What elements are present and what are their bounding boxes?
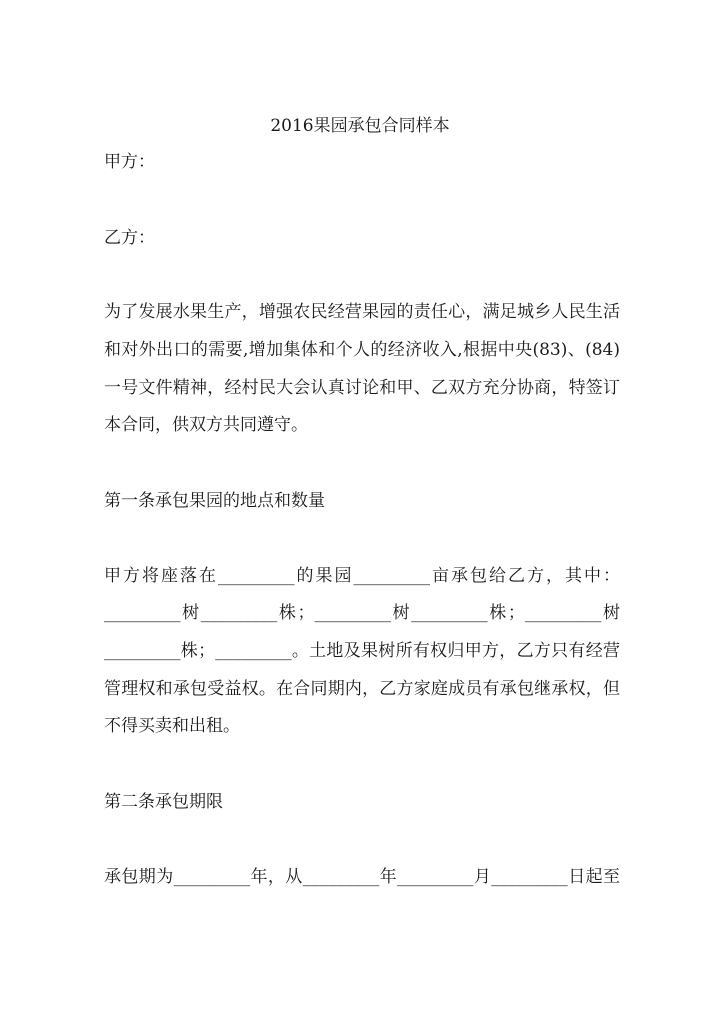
preamble-line: 本合同，供双方共同遵守。	[104, 415, 308, 435]
article-2-heading: 第二条承包期限	[104, 792, 223, 812]
party-a-label: 甲方：	[104, 152, 155, 172]
article-1-line: 不得买卖和出租。	[104, 716, 240, 736]
article-1-line: 甲方将座落在_________的果园_________亩承包给乙方，其中：	[104, 566, 620, 586]
document-title: 2016果园承包合同样本	[270, 116, 450, 136]
article-1-line: 管理权和承包受益权。在合同期内，乙方家庭成员有承包继承权，但	[104, 679, 620, 699]
article-1-line: _________株；_________。土地及果树所有权归甲方，乙方只有经营	[104, 641, 620, 661]
preamble-line: 一号文件精神，经村民大会认真讨论和甲、乙双方充分协商，特签订	[104, 378, 620, 398]
party-b-label: 乙方：	[104, 228, 155, 248]
preamble-line: 为了发展水果生产，增强农民经营果园的责任心，满足城乡人民生活	[104, 302, 620, 322]
preamble-line: 和对外出口的需要,增加集体和个人的经济收入,根据中央(83)、(84)	[104, 340, 620, 360]
article-1-line: _________树_________株；_________树_________株；_________树	[104, 603, 620, 623]
article-1-heading: 第一条承包果园的地点和数量	[104, 491, 325, 511]
article-2-line: 承包期为_________年，从_________年_________月_________日起至	[104, 867, 620, 887]
